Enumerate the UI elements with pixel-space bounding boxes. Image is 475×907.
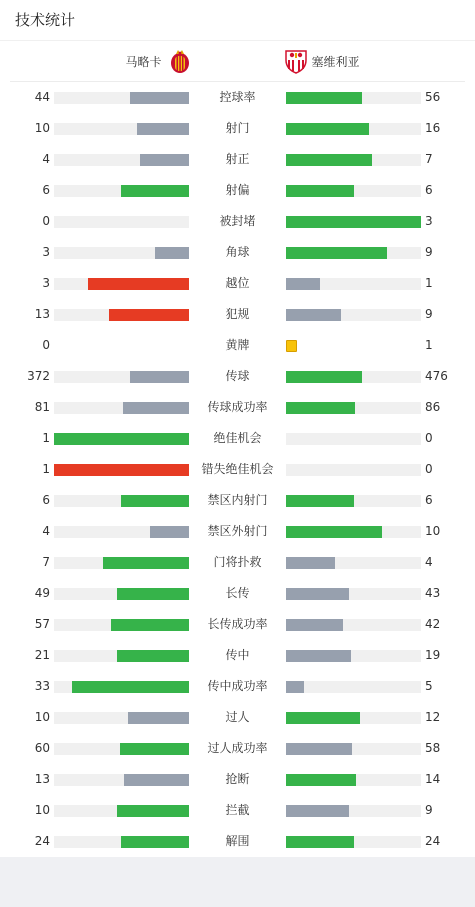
home-stat-bar-fill bbox=[140, 154, 189, 166]
home-stat-bar-fill bbox=[130, 92, 189, 104]
away-stat-value: 1 bbox=[425, 338, 433, 352]
home-stat-value: 81 bbox=[34, 400, 50, 414]
home-stat-value: 4 bbox=[42, 152, 50, 166]
away-stat-bar bbox=[286, 743, 421, 755]
home-stat-bar bbox=[54, 123, 189, 135]
away-stat-value: 58 bbox=[425, 741, 441, 755]
away-stat-bar-fill bbox=[286, 681, 304, 693]
stat-row bbox=[0, 144, 475, 175]
home-stat-bar-fill bbox=[120, 743, 189, 755]
away-stat-value: 12 bbox=[425, 710, 441, 724]
away-stat-bar-fill bbox=[286, 650, 351, 662]
stat-label: 抢断 bbox=[225, 772, 250, 786]
home-stat-bar bbox=[54, 619, 189, 631]
away-stat-bar-fill bbox=[286, 774, 356, 786]
home-stat-bar bbox=[54, 774, 189, 786]
home-stat-bar bbox=[54, 588, 189, 600]
away-stat-bar-fill bbox=[286, 712, 360, 724]
home-stat-bar-fill bbox=[124, 774, 189, 786]
home-stat-value: 33 bbox=[34, 679, 50, 693]
stat-row bbox=[0, 82, 475, 113]
home-stat-bar bbox=[54, 278, 189, 290]
home-stat-bar-fill bbox=[117, 805, 189, 817]
stat-label: 解围 bbox=[225, 834, 250, 848]
away-stat-bar-fill bbox=[286, 588, 349, 600]
home-stat-bar-fill bbox=[109, 309, 189, 321]
teams-header bbox=[10, 41, 465, 82]
stat-row bbox=[0, 175, 475, 206]
away-stat-value: 7 bbox=[425, 152, 433, 166]
away-stat-bar bbox=[286, 185, 421, 197]
home-stat-value: 57 bbox=[34, 617, 50, 631]
stat-label: 禁区外射门 bbox=[207, 524, 268, 538]
stat-row bbox=[0, 206, 475, 237]
away-stat-bar-fill bbox=[286, 92, 362, 104]
stat-label: 犯规 bbox=[225, 307, 250, 321]
home-stat-bar-fill bbox=[117, 588, 189, 600]
away-stat-value: 0 bbox=[425, 462, 433, 476]
away-stat-bar bbox=[286, 216, 421, 228]
home-stat-value: 1 bbox=[42, 431, 50, 445]
away-stat-value: 56 bbox=[425, 90, 441, 104]
away-stat-bar bbox=[286, 774, 421, 786]
home-stat-bar bbox=[54, 340, 189, 352]
away-stat-bar-fill bbox=[286, 619, 343, 631]
home-stat-bar-fill bbox=[103, 557, 189, 569]
stat-row bbox=[0, 113, 475, 144]
sevilla-crest-icon bbox=[284, 48, 308, 74]
away-stat-bar-fill bbox=[286, 278, 320, 290]
away-stat-bar-fill bbox=[286, 216, 421, 228]
home-stat-bar bbox=[54, 371, 189, 383]
stat-label: 越位 bbox=[225, 276, 250, 290]
away-stat-bar-fill bbox=[286, 371, 362, 383]
stat-label: 控球率 bbox=[219, 90, 256, 104]
away-stat-bar bbox=[286, 402, 421, 414]
home-stat-bar bbox=[54, 557, 189, 569]
away-stat-value: 6 bbox=[425, 493, 433, 507]
away-stat-value: 9 bbox=[425, 307, 433, 321]
away-stat-bar-fill bbox=[286, 185, 354, 197]
stats-list bbox=[0, 82, 475, 857]
away-team-name: 塞维利亚 bbox=[311, 54, 360, 69]
away-stat-bar bbox=[286, 123, 421, 135]
away-stat-bar bbox=[286, 309, 421, 321]
home-stat-bar-fill bbox=[54, 433, 189, 445]
home-stat-bar-fill bbox=[72, 681, 189, 693]
away-stat-value: 0 bbox=[425, 431, 433, 445]
away-stat-value: 43 bbox=[425, 586, 441, 600]
away-stat-bar-fill bbox=[286, 557, 335, 569]
away-stat-value: 5 bbox=[425, 679, 433, 693]
stat-row bbox=[0, 609, 475, 640]
stat-row bbox=[0, 826, 475, 857]
away-stat-value: 1 bbox=[425, 276, 433, 290]
stat-label: 禁区内射门 bbox=[207, 493, 268, 507]
home-stat-bar-fill bbox=[54, 464, 189, 476]
away-stat-value: 10 bbox=[425, 524, 441, 538]
home-stat-value: 10 bbox=[34, 121, 50, 135]
away-stat-bar bbox=[286, 495, 421, 507]
away-stat-bar-fill bbox=[286, 402, 355, 414]
home-stat-value: 44 bbox=[34, 90, 50, 104]
away-stat-value: 476 bbox=[425, 369, 448, 383]
away-stat-value: 42 bbox=[425, 617, 441, 631]
away-stat-bar-fill bbox=[286, 526, 382, 538]
away-stat-bar bbox=[286, 433, 421, 445]
home-stat-bar bbox=[54, 216, 189, 228]
stat-label: 射偏 bbox=[225, 183, 250, 197]
away-stat-bar bbox=[286, 588, 421, 600]
away-stat-value: 9 bbox=[425, 245, 433, 259]
away-stat-value: 14 bbox=[425, 772, 441, 786]
home-stat-bar bbox=[54, 681, 189, 693]
away-stat-bar-fill bbox=[286, 123, 369, 135]
away-stat-bar bbox=[286, 557, 421, 569]
home-stat-bar bbox=[54, 92, 189, 104]
away-stat-value: 4 bbox=[425, 555, 433, 569]
stat-label: 传球 bbox=[225, 369, 250, 383]
stat-label: 拦截 bbox=[225, 803, 250, 817]
stat-label: 门将扑救 bbox=[213, 555, 262, 569]
stat-label: 角球 bbox=[225, 245, 250, 259]
stat-label: 被封堵 bbox=[219, 214, 256, 228]
stat-label: 射门 bbox=[225, 121, 250, 135]
stat-row bbox=[0, 423, 475, 454]
home-stat-bar bbox=[54, 185, 189, 197]
home-stat-value: 10 bbox=[34, 710, 50, 724]
away-stat-value: 6 bbox=[425, 183, 433, 197]
away-stat-bar bbox=[286, 92, 421, 104]
away-stat-bar-fill bbox=[286, 495, 354, 507]
home-stat-value: 6 bbox=[42, 493, 50, 507]
away-stat-bar-fill bbox=[286, 836, 354, 848]
home-team-name: 马略卡 bbox=[125, 54, 162, 69]
stat-label: 错失绝佳机会 bbox=[201, 462, 274, 476]
home-stat-value: 60 bbox=[34, 741, 50, 755]
away-stat-bar-fill bbox=[286, 154, 372, 166]
away-stat-bar bbox=[286, 650, 421, 662]
home-stat-value: 0 bbox=[42, 338, 50, 352]
away-stat-bar bbox=[286, 619, 421, 631]
stat-row bbox=[0, 578, 475, 609]
away-stat-bar bbox=[286, 464, 421, 476]
away-stat-bar bbox=[286, 371, 421, 383]
home-stat-bar bbox=[54, 650, 189, 662]
stat-label: 传中成功率 bbox=[207, 679, 268, 693]
stat-label: 绝佳机会 bbox=[213, 431, 262, 445]
home-stat-bar-fill bbox=[111, 619, 189, 631]
stat-row bbox=[0, 330, 475, 361]
away-stat-value: 16 bbox=[425, 121, 441, 135]
away-stat-value: 3 bbox=[425, 214, 433, 228]
away-stat-bar-fill bbox=[286, 247, 387, 259]
away-stat-bar bbox=[286, 278, 421, 290]
home-stat-value: 3 bbox=[42, 245, 50, 259]
home-stat-bar bbox=[54, 154, 189, 166]
home-stat-bar bbox=[54, 836, 189, 848]
stat-row bbox=[0, 361, 475, 392]
home-stat-bar bbox=[54, 402, 189, 414]
home-stat-bar-fill bbox=[137, 123, 189, 135]
stat-label: 长传成功率 bbox=[207, 617, 268, 631]
away-stat-value: 86 bbox=[425, 400, 441, 414]
home-stat-value: 7 bbox=[42, 555, 50, 569]
away-stat-bar-fill bbox=[286, 805, 349, 817]
mallorca-crest-icon bbox=[168, 48, 192, 74]
home-stat-bar bbox=[54, 247, 189, 259]
stat-row bbox=[0, 268, 475, 299]
home-stat-bar bbox=[54, 712, 189, 724]
stat-label: 长传 bbox=[225, 586, 250, 600]
stat-row bbox=[0, 392, 475, 423]
stat-row bbox=[0, 733, 475, 764]
away-stat-value: 9 bbox=[425, 803, 433, 817]
home-stat-value: 10 bbox=[34, 803, 50, 817]
stat-label: 过人成功率 bbox=[207, 741, 268, 755]
home-stat-bar-fill bbox=[121, 836, 189, 848]
home-team[interactable] bbox=[10, 48, 240, 74]
away-stat-bar-fill bbox=[286, 743, 352, 755]
stat-label: 传球成功率 bbox=[207, 400, 268, 414]
away-stat-value: 24 bbox=[425, 834, 441, 848]
home-stat-value: 6 bbox=[42, 183, 50, 197]
home-stat-bar bbox=[54, 464, 189, 476]
away-stat-bar bbox=[286, 154, 421, 166]
home-stat-value: 4 bbox=[42, 524, 50, 538]
away-stat-bar bbox=[286, 836, 421, 848]
away-team[interactable] bbox=[240, 48, 466, 74]
stat-row bbox=[0, 454, 475, 485]
home-stat-bar-fill bbox=[128, 712, 189, 724]
home-stat-bar bbox=[54, 526, 189, 538]
stat-row bbox=[0, 795, 475, 826]
stat-label: 传中 bbox=[225, 648, 250, 662]
home-stat-bar-fill bbox=[123, 402, 189, 414]
stat-row bbox=[0, 237, 475, 268]
home-stat-bar-fill bbox=[88, 278, 189, 290]
away-stat-bar bbox=[286, 247, 421, 259]
home-stat-bar bbox=[54, 495, 189, 507]
page-title: 技术统计 bbox=[0, 0, 475, 41]
stat-label: 过人 bbox=[225, 710, 250, 724]
home-stat-value: 1 bbox=[42, 462, 50, 476]
home-stat-bar-fill bbox=[121, 185, 189, 197]
home-stat-bar bbox=[54, 805, 189, 817]
stat-label: 射正 bbox=[225, 152, 250, 166]
home-stat-value: 24 bbox=[34, 834, 50, 848]
home-stat-bar-fill bbox=[130, 371, 189, 383]
away-stat-bar bbox=[286, 681, 421, 693]
stat-label: 黄牌 bbox=[225, 338, 250, 352]
away-stat-bar-fill bbox=[286, 309, 341, 321]
home-stat-bar-fill bbox=[155, 247, 189, 259]
away-stat-bar bbox=[286, 526, 421, 538]
stat-row bbox=[0, 485, 475, 516]
home-stat-value: 13 bbox=[34, 307, 50, 321]
home-stat-bar-fill bbox=[121, 495, 189, 507]
home-stat-value: 0 bbox=[42, 214, 50, 228]
home-stat-bar bbox=[54, 309, 189, 321]
home-stat-value: 21 bbox=[34, 648, 50, 662]
home-stat-value: 13 bbox=[34, 772, 50, 786]
home-stat-value: 3 bbox=[42, 276, 50, 290]
away-stat-bar bbox=[286, 712, 421, 724]
home-stat-value: 372 bbox=[27, 369, 50, 383]
home-stat-bar-fill bbox=[150, 526, 189, 538]
away-stat-bar bbox=[286, 805, 421, 817]
away-stat-value: 19 bbox=[425, 648, 441, 662]
home-stat-bar-fill bbox=[117, 650, 189, 662]
yellow-card-icon bbox=[286, 340, 297, 352]
stat-row bbox=[0, 671, 475, 702]
stat-row bbox=[0, 764, 475, 795]
home-stat-value: 49 bbox=[34, 586, 50, 600]
stat-row bbox=[0, 299, 475, 330]
stat-row bbox=[0, 640, 475, 671]
stat-row bbox=[0, 547, 475, 578]
home-stat-bar bbox=[54, 743, 189, 755]
home-stat-bar bbox=[54, 433, 189, 445]
stat-row bbox=[0, 516, 475, 547]
stat-row bbox=[0, 702, 475, 733]
